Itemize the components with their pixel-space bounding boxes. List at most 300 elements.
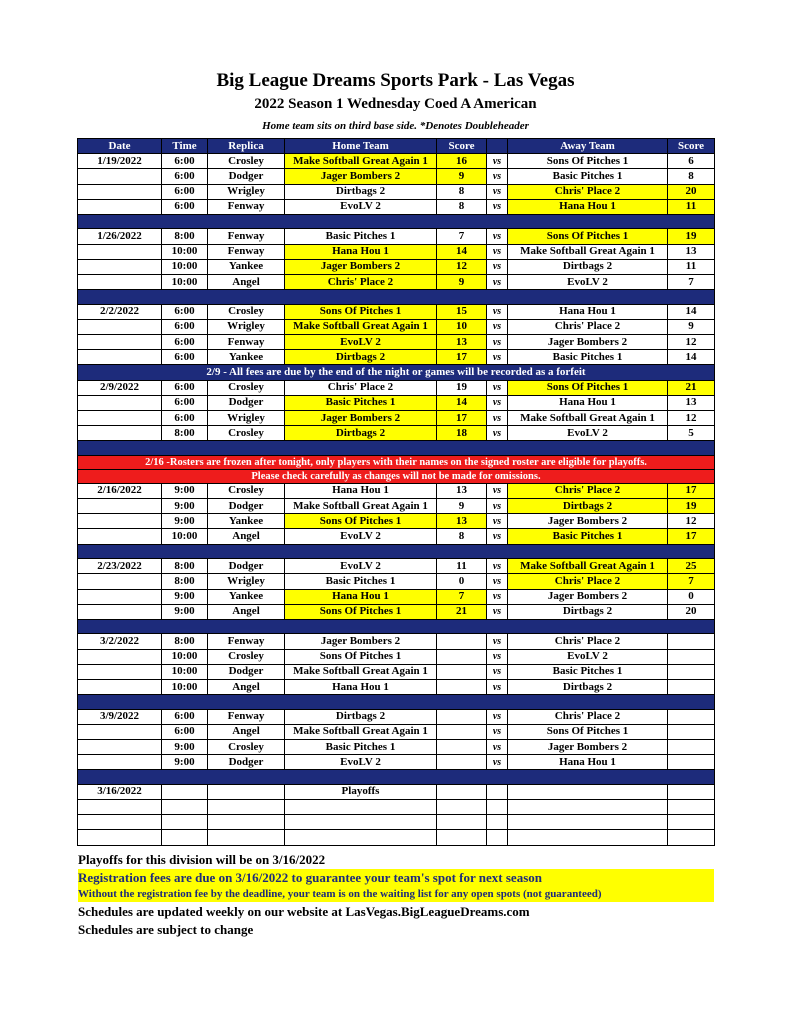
away-team-cell: EvoLV 2 — [508, 649, 668, 664]
away-score-cell — [668, 800, 715, 815]
time-cell: 6:00 — [162, 169, 208, 184]
date-cell — [78, 664, 162, 679]
separator-cell — [78, 770, 715, 785]
game-row — [78, 679, 715, 694]
home-team-cell: Basic Pitches 1 — [285, 395, 437, 410]
time-cell — [162, 830, 208, 845]
away-score-cell: 6 — [668, 154, 715, 169]
vs-cell — [487, 815, 508, 830]
home-team-cell: Sons Of Pitches 1 — [285, 649, 437, 664]
date-cell — [78, 426, 162, 441]
home-team-cell: Chris' Place 2 — [285, 380, 437, 395]
home-team-cell: Chris' Place 2 — [285, 275, 437, 290]
away-score-cell: 8 — [668, 169, 715, 184]
time-cell: 6:00 — [162, 154, 208, 169]
replica-cell: Dodger — [208, 664, 285, 679]
game-row — [78, 169, 715, 184]
away-score-cell — [668, 815, 715, 830]
home-team-cell: Hana Hou 1 — [285, 589, 437, 604]
schedule-note: Home team sits on third base side. *Denotes Doubleheader — [262, 120, 529, 132]
replica-cell: Angel — [208, 275, 285, 290]
time-cell: 10:00 — [162, 259, 208, 274]
date-cell: 2/16/2022 — [78, 483, 162, 498]
game-row — [78, 709, 715, 724]
date-cell — [78, 411, 162, 426]
away-team-cell: Jager Bombers 2 — [508, 740, 668, 755]
away-score-cell — [668, 679, 715, 694]
replica-cell: Fenway — [208, 199, 285, 214]
schedule-body — [78, 154, 715, 845]
game-row — [78, 499, 715, 514]
date-cell — [78, 604, 162, 619]
away-team-cell: Sons Of Pitches 1 — [508, 380, 668, 395]
away-score-cell: 19 — [668, 229, 715, 244]
time-cell: 6:00 — [162, 199, 208, 214]
vs-cell: vs — [487, 380, 508, 395]
away-team-cell: Chris' Place 2 — [508, 319, 668, 334]
date-cell — [78, 679, 162, 694]
date-cell — [78, 335, 162, 350]
away-score-cell: 19 — [668, 499, 715, 514]
home-score-cell — [437, 649, 487, 664]
home-team-cell: Dirtbags 2 — [285, 350, 437, 365]
col-date: Date — [78, 139, 162, 154]
week-separator — [78, 214, 715, 229]
away-score-cell: 9 — [668, 319, 715, 334]
date-cell — [78, 724, 162, 739]
home-score-cell — [437, 634, 487, 649]
time-cell: 9:00 — [162, 604, 208, 619]
away-score-cell — [668, 740, 715, 755]
week-separator — [78, 695, 715, 710]
date-cell — [78, 244, 162, 259]
time-cell: 8:00 — [162, 229, 208, 244]
vs-cell: vs — [487, 259, 508, 274]
home-team-cell: Hana Hou 1 — [285, 483, 437, 498]
date-cell — [78, 199, 162, 214]
week-separator — [78, 441, 715, 456]
col-home-score: Score — [437, 139, 487, 154]
website-note: Schedules are updated weekly on our website at LasVegas.BigLeagueDreams.com — [78, 904, 530, 919]
vs-cell: vs — [487, 411, 508, 426]
playoff-date-note: Playoffs for this division will be on 3/16/2022 — [78, 852, 326, 867]
vs-cell: vs — [487, 154, 508, 169]
away-team-cell: Chris' Place 2 — [508, 634, 668, 649]
vs-cell: vs — [487, 709, 508, 724]
fee-notice: 2/9 - All fees are due by the end of the night or games will be recorded as a forfeit — [78, 365, 715, 380]
col-replica: Replica — [208, 139, 285, 154]
replica-cell: Yankee — [208, 589, 285, 604]
change-note: Schedules are subject to change — [78, 922, 254, 937]
schedule-table — [77, 138, 715, 846]
date-cell — [78, 740, 162, 755]
home-score-cell — [437, 679, 487, 694]
separator-cell — [78, 544, 715, 559]
home-team-cell: Basic Pitches 1 — [285, 229, 437, 244]
home-score-cell — [437, 755, 487, 770]
away-score-cell — [668, 709, 715, 724]
home-score-cell — [437, 709, 487, 724]
replica-cell: Crosley — [208, 483, 285, 498]
away-score-cell: 7 — [668, 275, 715, 290]
home-score-cell: 8 — [437, 184, 487, 199]
roster-alert-row — [78, 469, 715, 483]
home-team-cell: EvoLV 2 — [285, 335, 437, 350]
away-score-cell: 11 — [668, 259, 715, 274]
replica-cell: Angel — [208, 724, 285, 739]
home-score-cell — [437, 784, 487, 799]
away-team-cell: Basic Pitches 1 — [508, 169, 668, 184]
time-cell: 6:00 — [162, 335, 208, 350]
home-score-cell: 17 — [437, 411, 487, 426]
away-score-cell: 14 — [668, 304, 715, 319]
vs-cell: vs — [487, 350, 508, 365]
date-cell: 3/2/2022 — [78, 634, 162, 649]
away-score-cell: 17 — [668, 483, 715, 498]
replica-cell: Crosley — [208, 649, 285, 664]
date-cell: 2/2/2022 — [78, 304, 162, 319]
replica-cell: Yankee — [208, 259, 285, 274]
roster-alert: 2/16 -Rosters are frozen after tonight, only players with their names on the signed roster are eligible for playoffs. — [78, 455, 715, 469]
game-row — [78, 529, 715, 544]
away-team-cell: Sons Of Pitches 1 — [508, 229, 668, 244]
away-team-cell — [508, 815, 668, 830]
away-score-cell: 14 — [668, 350, 715, 365]
away-team-cell: Basic Pitches 1 — [508, 529, 668, 544]
away-team-cell: Chris' Place 2 — [508, 184, 668, 199]
replica-cell — [208, 830, 285, 845]
col-away-score: Score — [668, 139, 715, 154]
time-cell: 6:00 — [162, 380, 208, 395]
replica-cell: Crosley — [208, 426, 285, 441]
time-cell — [162, 784, 208, 799]
game-row — [78, 184, 715, 199]
home-team-cell: Basic Pitches 1 — [285, 740, 437, 755]
time-cell: 6:00 — [162, 184, 208, 199]
vs-cell: vs — [487, 395, 508, 410]
game-row — [78, 380, 715, 395]
time-cell: 10:00 — [162, 275, 208, 290]
home-score-cell: 13 — [437, 335, 487, 350]
home-score-cell: 7 — [437, 589, 487, 604]
playoff-row — [78, 784, 715, 799]
home-score-cell: 9 — [437, 499, 487, 514]
home-score-cell: 8 — [437, 529, 487, 544]
date-cell: 3/16/2022 — [78, 784, 162, 799]
away-score-cell — [668, 755, 715, 770]
vs-cell: vs — [487, 589, 508, 604]
replica-cell: Wrigley — [208, 184, 285, 199]
away-team-cell: Basic Pitches 1 — [508, 664, 668, 679]
home-team-cell: Basic Pitches 1 — [285, 574, 437, 589]
game-row — [78, 411, 715, 426]
vs-cell: vs — [487, 679, 508, 694]
home-team-cell: Hana Hou 1 — [285, 244, 437, 259]
home-score-cell: 19 — [437, 380, 487, 395]
time-cell: 10:00 — [162, 679, 208, 694]
game-row — [78, 589, 715, 604]
replica-cell: Crosley — [208, 380, 285, 395]
home-score-cell: 15 — [437, 304, 487, 319]
away-score-cell: 12 — [668, 514, 715, 529]
home-team-cell: Make Softball Great Again 1 — [285, 154, 437, 169]
game-row — [78, 740, 715, 755]
game-row — [78, 229, 715, 244]
vs-cell: vs — [487, 199, 508, 214]
away-score-cell — [668, 784, 715, 799]
away-score-cell — [668, 664, 715, 679]
home-score-cell: 17 — [437, 350, 487, 365]
blank-row — [78, 800, 715, 815]
away-team-cell: Dirtbags 2 — [508, 499, 668, 514]
vs-cell: vs — [487, 229, 508, 244]
roster-alert: Please check carefully as changes will not be made for omissions. — [78, 469, 715, 483]
game-row — [78, 244, 715, 259]
home-team-cell — [285, 830, 437, 845]
col-time: Time — [162, 139, 208, 154]
vs-cell: vs — [487, 604, 508, 619]
replica-cell: Dodger — [208, 169, 285, 184]
vs-cell: vs — [487, 724, 508, 739]
away-score-cell — [668, 724, 715, 739]
game-row — [78, 259, 715, 274]
home-score-cell: 16 — [437, 154, 487, 169]
replica-cell: Fenway — [208, 634, 285, 649]
home-team-cell: EvoLV 2 — [285, 199, 437, 214]
away-team-cell: Dirtbags 2 — [508, 259, 668, 274]
home-team-cell — [285, 815, 437, 830]
home-team-cell: Dirtbags 2 — [285, 426, 437, 441]
home-score-cell: 18 — [437, 426, 487, 441]
date-cell — [78, 499, 162, 514]
game-row — [78, 199, 715, 214]
date-cell — [78, 184, 162, 199]
date-cell: 1/19/2022 — [78, 154, 162, 169]
game-row — [78, 350, 715, 365]
game-row — [78, 154, 715, 169]
away-score-cell: 25 — [668, 559, 715, 574]
away-score-cell: 12 — [668, 411, 715, 426]
date-cell: 2/23/2022 — [78, 559, 162, 574]
time-cell — [162, 815, 208, 830]
home-team-cell: EvoLV 2 — [285, 755, 437, 770]
vs-cell: vs — [487, 634, 508, 649]
replica-cell: Fenway — [208, 244, 285, 259]
away-score-cell: 13 — [668, 244, 715, 259]
away-score-cell: 11 — [668, 199, 715, 214]
away-team-cell: Chris' Place 2 — [508, 709, 668, 724]
away-score-cell — [668, 830, 715, 845]
game-row — [78, 275, 715, 290]
replica-cell: Dodger — [208, 499, 285, 514]
game-row — [78, 514, 715, 529]
replica-cell: Fenway — [208, 229, 285, 244]
home-team-cell: Make Softball Great Again 1 — [285, 499, 437, 514]
vs-cell: vs — [487, 649, 508, 664]
separator-cell — [78, 441, 715, 456]
away-score-cell: 17 — [668, 529, 715, 544]
away-team-cell — [508, 830, 668, 845]
away-team-cell: Hana Hou 1 — [508, 304, 668, 319]
separator-cell — [78, 695, 715, 710]
vs-cell: vs — [487, 304, 508, 319]
replica-cell: Angel — [208, 679, 285, 694]
game-row — [78, 483, 715, 498]
col-home-team: Home Team — [285, 139, 437, 154]
vs-cell — [487, 830, 508, 845]
away-team-cell: Sons Of Pitches 1 — [508, 724, 668, 739]
replica-cell: Crosley — [208, 740, 285, 755]
home-score-cell: 7 — [437, 229, 487, 244]
away-team-cell: Dirtbags 2 — [508, 679, 668, 694]
time-cell: 8:00 — [162, 559, 208, 574]
replica-cell: Dodger — [208, 395, 285, 410]
replica-cell: Wrigley — [208, 574, 285, 589]
away-score-cell: 20 — [668, 184, 715, 199]
away-team-cell: Make Softball Great Again 1 — [508, 411, 668, 426]
home-score-cell — [437, 830, 487, 845]
game-row — [78, 426, 715, 441]
replica-cell — [208, 800, 285, 815]
time-cell: 6:00 — [162, 411, 208, 426]
home-score-cell: 8 — [437, 199, 487, 214]
game-row — [78, 559, 715, 574]
away-score-cell: 5 — [668, 426, 715, 441]
vs-cell: vs — [487, 244, 508, 259]
home-score-cell — [437, 724, 487, 739]
home-team-cell: Jager Bombers 2 — [285, 259, 437, 274]
home-team-cell: Make Softball Great Again 1 — [285, 319, 437, 334]
game-row — [78, 335, 715, 350]
home-score-cell: 14 — [437, 244, 487, 259]
replica-cell: Dodger — [208, 755, 285, 770]
header-row — [78, 139, 715, 154]
home-score-cell — [437, 815, 487, 830]
away-score-cell: 13 — [668, 395, 715, 410]
col-vs — [487, 139, 508, 154]
replica-cell: Yankee — [208, 514, 285, 529]
vs-cell — [487, 800, 508, 815]
time-cell: 9:00 — [162, 514, 208, 529]
vs-cell: vs — [487, 275, 508, 290]
vs-cell: vs — [487, 755, 508, 770]
game-row — [78, 574, 715, 589]
week-separator — [78, 619, 715, 634]
page-subtitle: 2022 Season 1 Wednesday Coed A American — [254, 96, 537, 112]
game-row — [78, 395, 715, 410]
date-cell — [78, 395, 162, 410]
home-team-cell: Sons Of Pitches 1 — [285, 514, 437, 529]
away-team-cell — [508, 800, 668, 815]
vs-cell: vs — [487, 483, 508, 498]
date-cell: 2/9/2022 — [78, 380, 162, 395]
game-row — [78, 319, 715, 334]
date-cell: 1/26/2022 — [78, 229, 162, 244]
replica-cell — [208, 784, 285, 799]
replica-cell: Crosley — [208, 304, 285, 319]
home-team-cell: Make Softball Great Again 1 — [285, 724, 437, 739]
home-team-cell — [285, 800, 437, 815]
game-row — [78, 634, 715, 649]
home-score-cell — [437, 664, 487, 679]
vs-cell — [487, 784, 508, 799]
time-cell: 9:00 — [162, 483, 208, 498]
home-score-cell — [437, 740, 487, 755]
home-team-cell: Jager Bombers 2 — [285, 169, 437, 184]
time-cell: 6:00 — [162, 350, 208, 365]
time-cell: 10:00 — [162, 649, 208, 664]
date-cell: 3/9/2022 — [78, 709, 162, 724]
home-score-cell: 9 — [437, 169, 487, 184]
time-cell: 9:00 — [162, 589, 208, 604]
replica-cell: Yankee — [208, 350, 285, 365]
home-score-cell: 0 — [437, 574, 487, 589]
replica-cell: Wrigley — [208, 411, 285, 426]
separator-cell — [78, 214, 715, 229]
replica-cell: Angel — [208, 529, 285, 544]
away-score-cell — [668, 634, 715, 649]
game-row — [78, 724, 715, 739]
game-row — [78, 755, 715, 770]
date-cell — [78, 259, 162, 274]
fee-notice-row — [78, 365, 715, 380]
separator-cell — [78, 290, 715, 305]
away-team-cell: Sons Of Pitches 1 — [508, 154, 668, 169]
replica-cell: Fenway — [208, 709, 285, 724]
away-team-cell: EvoLV 2 — [508, 426, 668, 441]
time-cell: 6:00 — [162, 319, 208, 334]
home-score-cell: 14 — [437, 395, 487, 410]
replica-cell: Wrigley — [208, 319, 285, 334]
home-team-cell: EvoLV 2 — [285, 559, 437, 574]
home-team-cell: Sons Of Pitches 1 — [285, 604, 437, 619]
away-team-cell: Hana Hou 1 — [508, 395, 668, 410]
time-cell: 10:00 — [162, 244, 208, 259]
date-cell — [78, 574, 162, 589]
vs-cell: vs — [487, 664, 508, 679]
time-cell: 6:00 — [162, 709, 208, 724]
vs-cell: vs — [487, 559, 508, 574]
home-score-cell: 9 — [437, 275, 487, 290]
game-row — [78, 664, 715, 679]
away-score-cell: 20 — [668, 604, 715, 619]
replica-cell: Fenway — [208, 335, 285, 350]
away-team-cell: Jager Bombers 2 — [508, 589, 668, 604]
time-cell: 10:00 — [162, 664, 208, 679]
time-cell: 8:00 — [162, 574, 208, 589]
separator-cell — [78, 619, 715, 634]
game-row — [78, 304, 715, 319]
game-row — [78, 604, 715, 619]
time-cell: 6:00 — [162, 395, 208, 410]
home-score-cell: 13 — [437, 514, 487, 529]
vs-cell: vs — [487, 740, 508, 755]
game-row — [78, 649, 715, 664]
away-score-cell: 7 — [668, 574, 715, 589]
away-team-cell: Hana Hou 1 — [508, 755, 668, 770]
replica-cell: Dodger — [208, 559, 285, 574]
replica-cell: Angel — [208, 604, 285, 619]
date-cell — [78, 800, 162, 815]
roster-alert-row — [78, 455, 715, 469]
away-team-cell: Chris' Place 2 — [508, 574, 668, 589]
away-team-cell: Make Softball Great Again 1 — [508, 244, 668, 259]
away-score-cell — [668, 649, 715, 664]
home-score-cell: 21 — [437, 604, 487, 619]
vs-cell: vs — [487, 184, 508, 199]
week-separator — [78, 770, 715, 785]
replica-cell: Crosley — [208, 154, 285, 169]
